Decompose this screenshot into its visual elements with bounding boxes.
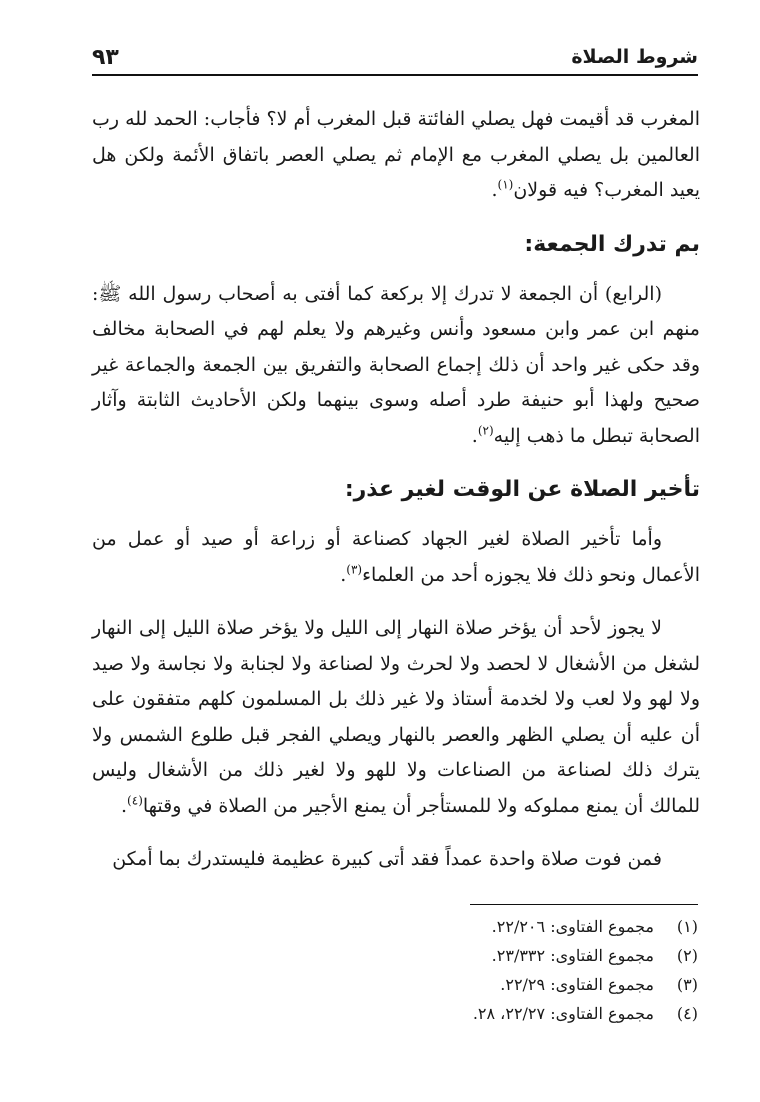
footnote-item: [298, 999, 698, 1028]
footnotes-list: [298, 912, 698, 1028]
paragraph: المغرب قد أقيمت فهل يصلي الفائتة قبل المغرب أم لا؟ فأجاب: الحمد لله رب العالمين بل يصلي المغرب مع الإمام ثم يصلي العصر باتفاق الأئمة ولكن هل يعيد المغرب؟ فيه قولان$^{(١)}$.: [92, 108, 700, 201]
footnote-marker: (٢): [477, 423, 494, 438]
footnote-text: مجموع الفتاوى: ٢٢/٢٠٦.: [491, 917, 654, 936]
footnote-marker: (٤): [127, 793, 143, 808]
footnote-number: (٢): [676, 946, 698, 965]
footnote-number: (٣): [676, 975, 698, 994]
running-header: [92, 38, 698, 76]
footnote-text: مجموع الفتاوى: ٢٣/٣٣٢.: [491, 946, 654, 965]
paragraph-text: وأما تأخير الصلاة لغير الجهاد كصناعة أو زراعة أو صيد أو عمل من الأعمال ونحو ذلك فلا يجوزه أحد من العلماء: [92, 528, 700, 586]
section-heading: بم تدرك الجمعة:: [524, 231, 700, 257]
paragraph: وأما تأخير الصلاة لغير الجهاد كصناعة أو زراعة أو صيد أو عمل من الأعمال ونحو ذلك فلا يجوزه أحد من العلماء$^{(٣)}$.: [92, 528, 700, 586]
section-heading: تأخير الصلاة عن الوقت لغير عذر:: [344, 477, 700, 502]
paragraph-text: (الرابع) أن الجمعة لا تدرك إلا بركعة كما أفتى به أصحاب رسول الله ﷺ: منهم ابن عمر وابن مسعود وأنس وغيرهم ولا يعلم لهم في الصحابة مخالف وقد حكى غير واحد أن ذلك إجماع الصحابة والتفريق بين الجمعة والجماعة غير صحيح ولهذا أبو حنيفة طرد أصله وسوى بينهما ولكن الأحاديث الثابتة وآثار الصحابة تبطل ما ذهب إليه: [92, 282, 700, 447]
paragraph: (الرابع) أن الجمعة لا تدرك إلا بركعة كما أفتى به أصحاب رسول الله ﷺ: منهم ابن عمر وابن مسعود وأنس وغيرهم ولا يعلم لهم في الصحابة مخالف وقد حكى غير واحد أن ذلك إجماع الصحابة والتفريق بين الجمعة والجماعة غير صحيح ولهذا أبو حنيفة طرد أصله وسوى بينهما ولكن الأحاديث الثابتة وآثار الصحابة تبطل ما ذهب إليه$^{(٢)}$.: [92, 282, 700, 447]
paragraph-spacer: [92, 593, 700, 611]
footnote-marker: (١): [497, 177, 514, 192]
footnote-marker: (٣): [346, 562, 363, 577]
footnote-number: (٤): [676, 1004, 698, 1023]
paragraph-text: لا يجوز لأحد أن يؤخر صلاة النهار إلى الليل ولا يؤخر صلاة الليل إلى النهار لشغل من الأشغال لا لحصد ولا لحرث ولا لصناعة ولا لجنابة ولا نجاسة ولا صيد ولا لهو ولا لعب ولا لخدمة أستاذ ولا غير ذلك بل المسلمون كلهم متفقون على أن عليه أن يصلي الظهر والعصر بالنهار ويصلي الفجر قبل طلوع الشمس ولا يترك ذلك لصناعة من الصناعات ولا للهو ولا لغير ذلك من الأشغال وليس للمالك أن يمنع مملوكه ولا للمستأجر أن يمنع الأجير من الصلاة في وقتها: [92, 617, 700, 817]
page-number: ٩٣: [92, 45, 119, 70]
footnote-item: [298, 941, 698, 970]
footnote-text: مجموع الفتاوى: ٢٢/٢٩.: [500, 975, 654, 994]
paragraph: [92, 842, 700, 878]
footnote-separator: [470, 904, 698, 905]
footnote-item: [298, 970, 698, 999]
main-text: [92, 102, 700, 878]
footnote-number: (١): [676, 917, 698, 936]
paragraph-spacer: [92, 824, 700, 842]
running-title: شروط الصلاة: [571, 46, 698, 68]
footnote-item: [298, 912, 698, 941]
paragraph-text: المغرب قد أقيمت فهل يصلي الفائتة قبل المغرب أم لا؟ فأجاب: الحمد لله رب العالمين بل يصلي المغرب مع الإمام ثم يصلي العصر باتفاق الأئمة ولكن هل يعيد المغرب؟ فيه قولان: [92, 108, 700, 201]
paragraph-text: فمن فوت صلاة واحدة عمداً فقد أتى كبيرة عظيمة فليستدرك بما أمكن: [112, 848, 662, 870]
footnote-text: مجموع الفتاوى: ٢٢/٢٧، ٢٨.: [472, 1004, 654, 1023]
paragraph: لا يجوز لأحد أن يؤخر صلاة النهار إلى الليل ولا يؤخر صلاة الليل إلى النهار لشغل من الأشغال لا لحصد ولا لحرث ولا لصناعة ولا لجنابة ولا نجاسة ولا صيد ولا لهو ولا لعب ولا لخدمة أستاذ ولا غير ذلك بل المسلمون كلهم متفقون على أن عليه أن يصلي الظهر والعصر بالنهار ويصلي الفجر قبل طلوع الشمس ولا يترك ذلك لصناعة من الصناعات ولا للهو ولا لغير ذلك من الأشغال وليس للمالك أن يمنع مملوكه ولا للمستأجر أن يمنع الأجير من الصلاة في وقتها$^{(٤)}$.: [92, 617, 700, 817]
